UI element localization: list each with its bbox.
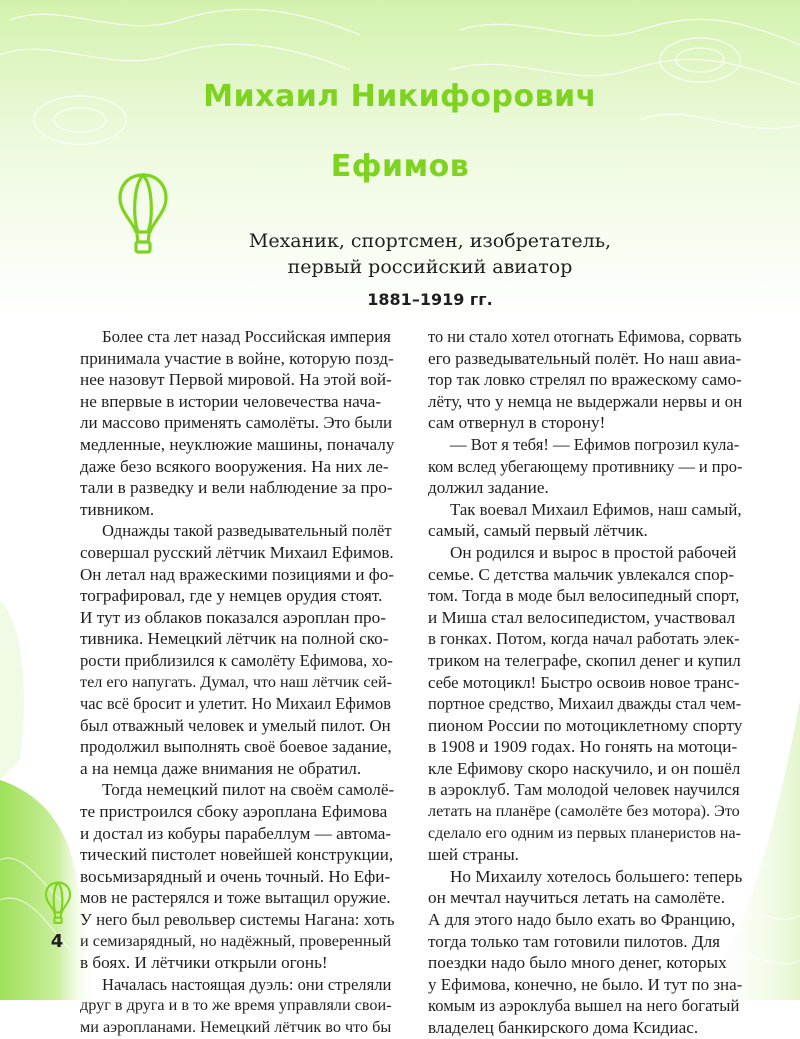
text-line: триком на телеграфе, скопил денег и купил (428, 650, 741, 670)
text-line: владелец банкирского дома Ксидиас. (428, 1018, 699, 1037)
text-line: нее назовут Первой мировой. На этой вой- (80, 370, 392, 390)
text-line: портное средство, Михаил дважды стал чем- (428, 694, 742, 714)
text-line: Но Михаилу хотелось большего: теперь (450, 866, 743, 886)
text-line: кле Ефимову скоро наскучило, и он пошёл (428, 758, 741, 778)
text-line: пионом России по мотоциклетному спорту (428, 715, 743, 735)
text-line: сделало его одним из первых планеристов на- (428, 824, 741, 842)
page-number: 4 (50, 931, 64, 952)
subtitle (150, 228, 710, 280)
text-line: У него был револьвер системы Нагана: хоть (80, 910, 395, 930)
text-line: А для этого надо было ехать во Францию, (428, 910, 736, 930)
text-line: поездки надо было много денег, которых (428, 953, 727, 973)
text-line: медленные, неуклюжие машины, поначалу (80, 434, 395, 454)
text-line: те пристроился сбоку аэроплана Ефимова (80, 802, 388, 822)
text-line: то ни стало хотел отогнать Ефимова, сорвать (428, 327, 742, 346)
text-line: тический пистолет новейшей конструкции, (80, 845, 394, 865)
text-line: в боях. И лётчики открыли огонь! (80, 953, 328, 973)
text-line: тивника. Немецкий лётчик на полной ско- (80, 629, 389, 649)
subtitle-line-2: первый российский авиатор (287, 256, 573, 278)
text-line: Тогда немецкий пилот на своём самолё- (102, 780, 395, 800)
text-column-right (428, 326, 742, 1039)
text-line: Началась настоящая дуэль: они стреляли (102, 974, 392, 994)
text-line: и достал из кобуры парабеллум — автома- (80, 823, 392, 843)
text-line: Он летал над вражескими позициями и фо- (80, 564, 394, 584)
text-line: принимала участие в войне, которую позд- (80, 348, 394, 368)
text-line: должил задание. (428, 478, 549, 498)
subtitle-line-1: Механик, спортсмен, изобретатель, (248, 230, 612, 252)
text-line: ли массово применять самолёты. Это были (80, 413, 393, 433)
text-line: ми аэропланами. Немецкий лётчик во что бы (80, 1018, 392, 1036)
text-line: семье. С детства мальчик увлекался спор- (428, 564, 735, 584)
title-line-1: Михаил Никифорович (203, 79, 597, 114)
text-line: тел его напугать. Думал, что наш лётчик сей- (80, 672, 393, 691)
text-line: лёту, что у немца не выдержали нервы и он (428, 391, 743, 411)
text-line: комым из аэроклуба вышел на него богатый (428, 996, 740, 1016)
text-line: он мечтал научиться летать на самолёте. (428, 888, 725, 908)
text-line: у Ефимова, конечно, не было. И тут по зна- (428, 974, 743, 994)
text-column-left (80, 326, 394, 1039)
text-line: Так воевал Михаил Ефимов, наш самый, (450, 499, 742, 519)
hot-air-balloon-icon (44, 881, 72, 925)
text-line: совершал русский лётчик Михаил Ефимов. (80, 542, 394, 562)
text-line: тивником. (80, 499, 155, 519)
text-line: восьмизарядный и очень точный. Но Ефи- (80, 866, 391, 886)
text-line: Он родился и вырос в простой рабочей (450, 542, 737, 562)
text-line: тор так ловко стрелял по вражескому само- (428, 370, 742, 390)
text-line: Более ста лет назад Российская империя (102, 327, 391, 346)
text-line: и Миша стал велосипедистом, участвовал (428, 607, 736, 627)
text-line: его разведывательный полёт. Но наш авиа- (428, 348, 742, 368)
text-line: тогда только там готовили пилотов. Для (428, 931, 721, 951)
text-line: продолжил выполнять своё боевое задание, (80, 737, 392, 757)
title-line-2: Ефимов (330, 149, 470, 184)
text-line: самый, самый первый лётчик. (428, 521, 648, 541)
text-line: И тут из облаков показался аэроплан про- (80, 607, 386, 627)
text-line: даже безо всякого вооружения. На них ле- (80, 456, 389, 476)
text-line: шей страны. (428, 845, 519, 865)
text-line: в 1908 и 1909 годах. Но гонять на мотоци- (428, 737, 738, 757)
text-line: не впервые в истории человечества нача- (80, 391, 382, 411)
text-line: летать на планёре (самолёте без мотора). Это (428, 802, 740, 821)
life-years: 1881–1919 гг. (367, 290, 493, 309)
text-line: себе мотоцикл! Быстро освоив новое транс- (428, 672, 740, 692)
text-line: тали в разведку и вели наблюдение за про- (80, 478, 393, 498)
text-line: друг в друга и в то же время управляли свои- (80, 996, 392, 1015)
text-line: в аэроклуб. Там молодой человек научился (428, 780, 740, 800)
text-line: Однажды такой разведывательный полёт (102, 521, 392, 541)
text-line: и семизарядный, но надёжный, проверенный (80, 931, 392, 950)
text-line: мов не растерялся и тоже вытащил оружие. (80, 888, 391, 908)
text-line: час всё бросит и улетит. Но Михаил Ефимов (80, 694, 391, 714)
text-line: тографировал, где у немцев орудия стоят. (80, 586, 383, 606)
text-line: ком вслед убегающему противнику — и про- (428, 456, 743, 476)
text-line: том. Тогда в моде был велосипедный спорт, (428, 586, 740, 606)
text-line: сам отвернул в сторону! (428, 413, 606, 433)
text-line: рости приблизился к самолёту Ефимова, хо- (80, 650, 393, 670)
text-line: был отважный человек и умелый пилот. Он (80, 715, 391, 735)
text-line: а на немца даже внимания не обратил. (80, 758, 362, 778)
text-line: в гонках. Потом, когда начал работать элек- (428, 629, 740, 649)
text-line: — Вот я тебя! — Ефимов погрозил кула- (450, 434, 740, 454)
